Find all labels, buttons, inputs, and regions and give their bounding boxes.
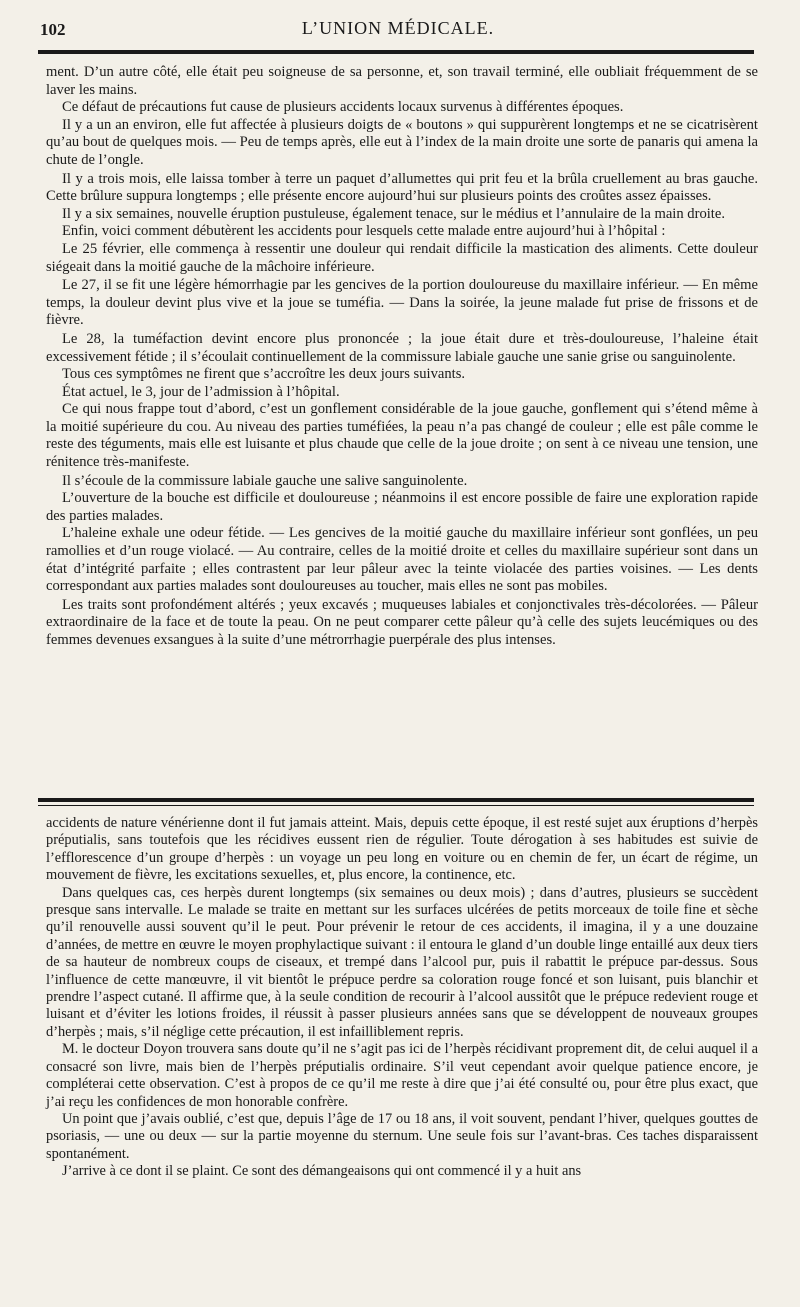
feuilleton-column (46, 815, 758, 1181)
paragraph: Il y a un an environ, elle fut affectée à plusieurs doigts de « boutons » qui suppurèrent longtemps et ne se cicatrisèrent qu’au bout de quelques mois. — Peu de temps après, elle eut à l’index de la main droite une sorte de panaris qui amena la chute de l’ongle. (46, 116, 758, 168)
page-number: 102 (40, 20, 66, 39)
paragraph: Un point que j’avais oublié, c’est que, depuis l’âge de 17 ou 18 ans, il voit souvent, pendant l’hiver, quelques gouttes de psoriasis, — une ou deux — sur la partie moyenne du sternum. Une seule fois sur l’avant-bras. Ces taches disparaissent spontanément. (46, 1110, 758, 1162)
paragraph: Le 28, la tuméfaction devint encore plus prononcée ; la joue était dure et très-douloureuse, l’haleine était excessivement fétide ; il s’écoulait continuellement de la commissure labiale gauche une sanie grise ou sanguinolente. (46, 330, 758, 365)
paragraph: L’ouverture de la bouche est difficile et douloureuse ; néanmoins il est encore possible de faire une exploration rapide des parties malades. (46, 490, 758, 524)
paragraph: Il s’écoule de la commissure labiale gauche une salive sanguinolente. (62, 472, 468, 489)
paragraph: Il y a six semaines, nouvelle éruption pustuleuse, également tenace, sur le médius et l’annulaire de la main droite. (62, 205, 725, 222)
paragraph: Tous ces symptômes ne firent que s’accroître les deux jours suivants. (62, 366, 466, 383)
paragraph: ment. D’un autre côté, elle était peu soigneuse de sa personne, et, son travail terminé, elle oubliait fréquemment de se laver les mains. (46, 64, 758, 98)
paragraph: accidents de nature vénérienne dont il fut jamais atteint. Mais, depuis cette époque, il est resté sujet aux éruptions d’herpès préputialis, sans toutefois que les récidives eussent rien de régulier. Toute dérogation à ses habitudes est suivie de l’efflorescence d’un groupe d’herpès : un voyage un peu long en voiture ou en chemin de fer, un écart de régime, un mouvement de fièvre, les excitations sexuelles, et, plus encore, la continence, etc. (46, 815, 758, 884)
paragraph: J’arrive à ce dont il se plaint. Ce sont des démangeaisons qui ont commencé il y a huit ans (62, 1163, 582, 1180)
section-divider-thin (38, 805, 754, 806)
paragraph: Il y a trois mois, elle laissa tomber à terre un paquet d’allumettes qui prit feu et la brûla cruellement au bras gauche. Cette brûlure suppura longtemps ; elle présente encore aujourd’hui sur plusieurs points des croûtes assez épaisses. (46, 170, 758, 205)
paragraph: Dans quelques cas, ces herpès durent longtemps (six semaines ou deux mois) ; dans d’autres, plusieurs se succèdent presque sans intervalle. Le malade se traite en mettant sur les surfaces ulcérées de petits morceaux de toile fine et sèche qu’il renouvelle aussi souvent qu’il le peut. Pour prévenir le retour de ces accidents, il imagina, il y a une douzaine d’années, de mettre en œuvre le moyen prophylactique suivant : il entoura le gland d’un double linge entaillé aux deux tiers de sa hauteur de nombreux coups de ciseaux, et trempé dans l’alcool pur, puis il rabattit le prépuce par-dessus. Sous l’influence de cette manœuvre, il vit bientôt le prépuce perdre sa coloration rouge foncé et son luisant, puis blanchir et prendre l’aspect cutané. Il affirme que, à la seule condition de recourir à l’alcool aussitôt que le prépuce redevient rouge et luisant et d’éviter les lotions froides, il réussit à passer plusieurs années sans que se développent de nouveaux groupes d’herpès ; mais, s’il néglige cette précaution, il est infailliblement repris. (46, 884, 758, 1040)
running-head (40, 18, 756, 48)
journal-title: L’UNION MÉDICALE. (301, 18, 495, 38)
paragraph: M. le docteur Doyon trouvera sans doute qu’il ne s’agit pas ici de l’herpès récidivant proprement dit, de celui auquel il a consacré son livre, mais bien de l’herpès préputialis ordinaire. S’il veut cependant avoir quelque patience encore, je compléterai cette observation. C’est à propos de ce qu’il me reste à dire que j’ai été consulté ou, pour être plus exact, que j’ai reçu les confidences de mon honorable confrère. (46, 1041, 758, 1110)
section-divider-thick (38, 798, 754, 802)
paragraph: Enfin, voici comment débutèrent les accidents pour lesquels cette malade entre aujourd’hui à l’hôpital : (62, 223, 666, 240)
case-report-column (46, 64, 758, 650)
paragraph: Ce qui nous frappe tout d’abord, c’est un gonflement considérable de la joue gauche, gonflement qui s’étend même à la moitié supérieure du cou. Au niveau des parties tuméfiées, la peau n’a pas changé de couleur ; elle est pâle comme le reste des téguments, mais elle est luisante et plus chaude que celle de la joue droite ; on sent à ce niveau une tension, une rénitence très-manifeste. (46, 401, 758, 471)
paragraph: Les traits sont profondément altérés ; yeux excavés ; muqueuses labiales et conjonctivales très-décolorées. — Pâleur extraordinaire de la face et de toute la peau. On ne peut comparer cette pâleur qu’à celle des sujets leucémiques ou des femmes devenues exsangues à la suite d’une métrorrhagie puerpérale des plus intenses. (46, 596, 758, 648)
paragraph: Le 27, il se fit une légère hémorrhagie par les gencives de la portion douloureuse du maxillaire inférieur. — En même temps, la douleur devint plus vive et la joue se tuméfia. — Dans la soirée, la jeune malade fut prise de frissons et de fièvre. (46, 277, 758, 329)
paragraph: Ce défaut de précautions fut cause de plusieurs accidents locaux survenus à différentes époques. (62, 99, 624, 116)
header-rule (38, 50, 754, 54)
paragraph: État actuel, le 3, jour de l’admission à l’hôpital. (62, 383, 340, 400)
paragraph: Le 25 février, elle commença à ressentir une douleur qui rendait difficile la mastication des aliments. Cette douleur siégeait dans la moitié gauche de la mâchoire inférieure. (46, 240, 758, 275)
paragraph: L’haleine exhale une odeur fétide. — Les gencives de la moitié gauche du maxillaire inférieur sont gonflées, un peu ramollies et d’un rouge violacé. — Au contraire, celles de la moitié droite et celles du maxillaire supérieur sont dans un état d’intégrité parfaite ; elles contrastent par leur pâleur avec la teinte violacée des parties voisines. — Les dents correspondant aux parties malades sont douloureuses au toucher, mais elles ne sont pas mobiles. (46, 525, 758, 595)
